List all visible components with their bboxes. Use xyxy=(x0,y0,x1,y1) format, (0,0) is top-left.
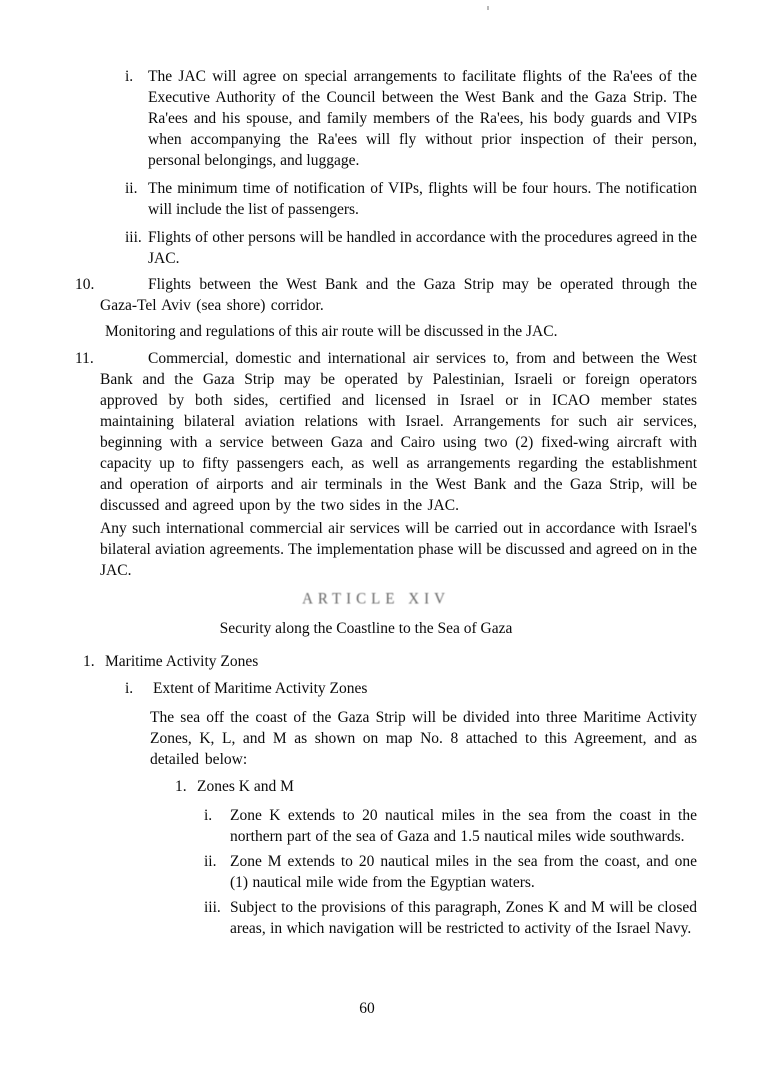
paragraph-11 xyxy=(75,348,697,516)
list-marker: i. xyxy=(204,807,213,824)
list-item-text: The minimum time of notification of VIPs, flights will be four hours. The notification will include the list of passengers. xyxy=(148,180,697,218)
paragraph-10 xyxy=(75,274,697,316)
subsection-zones-k-m xyxy=(175,776,697,797)
subsection-title: Zones K and M xyxy=(197,778,294,795)
paragraph-number: 10. xyxy=(75,276,95,293)
list-marker: ii. xyxy=(204,853,217,870)
list-marker: i. xyxy=(125,680,134,697)
monitoring-note: Monitoring and regulations of this air route will be discussed in the JAC. xyxy=(105,323,558,340)
list-marker: ii. xyxy=(125,180,138,197)
section-maritime-activity-zones xyxy=(83,651,697,672)
maritime-intro-paragraph: The sea off the coast of the Gaza Strip will be divided into three Maritime Activity Zones, K, L, and M as shown on map No. 8 attached to this Agreement, and as detailed below: xyxy=(150,709,697,768)
list-item-text: Subject to the provisions of this paragraph, Zones K and M will be closed areas, in which navigation will be restricted to activity of the Israel Navy. xyxy=(230,899,697,937)
list-item-text: The JAC will agree on special arrangements to facilitate flights of the Ra'ees of the Executive Authority of the Council between the West Bank and the Gaza Strip. The Ra'ees and his spouse, and family members of the Ra'ees, his body guards and VIPs when accompanying the Ra'ees will fly without prior inspection of their person, personal belongings, and luggage. xyxy=(148,68,697,169)
list-item-zone-m xyxy=(204,851,697,893)
subsection-title: Extent of Maritime Activity Zones xyxy=(153,680,368,697)
section-title: Maritime Activity Zones xyxy=(105,653,259,670)
list-item-flights-raees xyxy=(125,66,697,171)
article-heading-degraded: ARTICLE XIV xyxy=(302,590,450,608)
scan-artifact xyxy=(487,6,489,10)
list-item-text: Flights of other persons will be handled in accordance with the procedures agreed in the JAC. xyxy=(148,229,697,267)
list-item-other-flights xyxy=(125,227,697,269)
list-item-vip-notification xyxy=(125,178,697,220)
list-marker: i. xyxy=(125,68,134,85)
list-marker: 1. xyxy=(175,778,187,795)
paragraph-text: Flights between the West Bank and the Gaza Strip may be operated through the Gaza-Tel Aviv (sea shore) corridor. xyxy=(100,276,697,314)
paragraph-text: Commercial, domestic and international air services to, from and between the West Bank and the Gaza Strip may be operated by Palestinian, Israeli or foreign operators approved by both sides, certified and licensed in Israel or in ICAO member states maintaining bilateral aviation relations with Israel. Arrangements for such air services, beginning with a service between Gaza and Cairo using two (2) fixed-wing aircraft with capacity up to fifty passengers each, as well as arrangements regarding the establishment and operation of airports and air terminals in the West Bank and the Gaza Strip, will be discussed and agreed upon by the two sides in the JAC. xyxy=(100,350,697,514)
paragraph-number: 11. xyxy=(75,350,94,367)
list-marker: iii. xyxy=(125,229,142,246)
list-marker: iii. xyxy=(204,899,221,916)
list-item-text: Zone M extends to 20 nautical miles in the sea from the coast, and one (1) nautical mile wide from the Egyptian waters. xyxy=(230,853,697,891)
article-subheading: Security along the Coastline to the Sea of Gaza xyxy=(219,620,513,637)
list-item-zone-k xyxy=(204,805,697,847)
list-item-zones-closed xyxy=(204,897,697,939)
aviation-agreements-note: Any such international commercial air services will be carried out in accordance with Israel's bilateral aviation agreements. The implementation phase will be discussed and agreed on in the JAC. xyxy=(100,520,697,579)
list-item-text: Zone K extends to 20 nautical miles in the sea from the coast in the northern part of the sea of Gaza and 1.5 nautical miles wide southwards. xyxy=(230,807,697,845)
list-marker: 1. xyxy=(83,653,95,670)
page-number: 60 xyxy=(359,1000,375,1017)
subsection-extent xyxy=(125,678,697,699)
